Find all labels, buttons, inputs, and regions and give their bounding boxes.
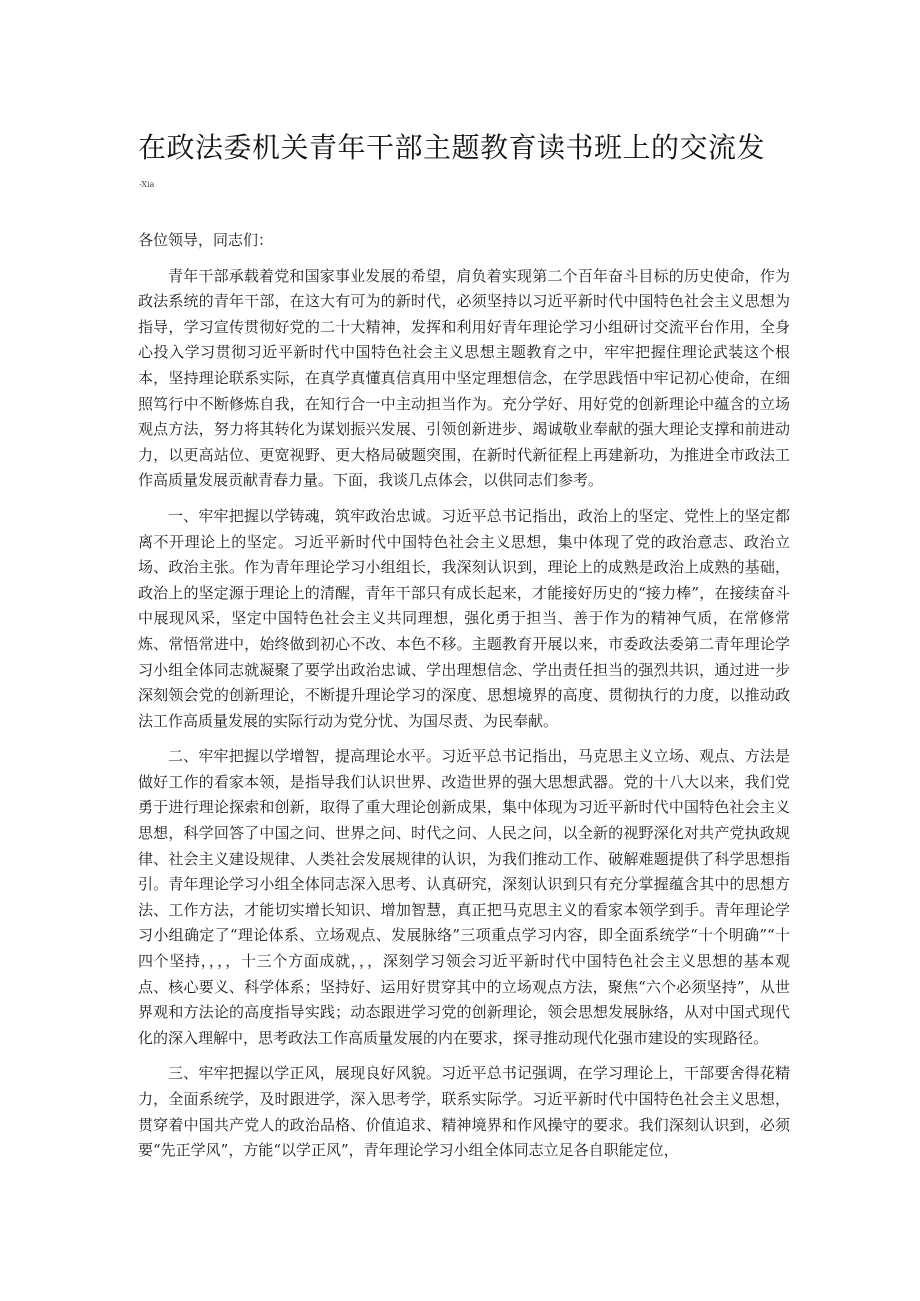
document-subtitle: -Xia bbox=[139, 180, 155, 189]
paragraph-section-two: 二、牢牢把握以学增智，提高理论水平。习近平总书记指出，马克思主义立场、观点、方法是做好工作的看家本领，是指导我们认识世界、改造世界的强大思想武器。党的十八大以来，我们党勇于进行理论探索和创新，取得了重大理论创新成果，集中体现为习近平新时代中国特色社会主义思想，科学回答了中国之问、世界之问、时代之问、人民之问，以全新的视野深化对共产党执政规律、社会主义建设规律、人类社会发展规律的认识，为我们推动工作、破解难题提供了科学思想指引。青年理论学习小组全体同志深入思考、认真研究，深刻认识到只有充分掌握蕴含其中的思想方法、工作方法，才能切实增长知识、增加智慧，真正把马克思主义的看家本领学到手。青年理论学习小组确定了“理论体系、立场观点、发展脉络”三项重点学习内容，即全面系统学“十个明确”“十四个坚持，，，，十三个方面成就，，，深刻学习领会习近平新时代中国特色社会主义思想的基本观点、核心要义、科学体系；坚持好、运用好贯穿其中的立场观点方法，聚焦“六个必须坚持”，从世界观和方法论的高度指导实践；动态跟进学习党的创新理论，领会思想发展脉络，从对中国式现代化的深入理解中，思考政法工作高质量发展的内在要求，探寻推动现代化强市建设的实现路径。 bbox=[138, 747, 790, 1047]
paragraph-intro: 青年干部承载着党和国家事业发展的希望，肩负着实现第二个百年奋斗目标的历史使命，作为政法系统的青年干部，在这大有可为的新时代，必须坚持以习近平新时代中国特色社会主义思想为指导，学习宣传贯彻好党的二十大精神，发挥和利用好青年理论学习小组研讨交流平台作用，全身心投入学习贯彻习近平新时代中国特色社会主义思想主题教育之中，牢牢把握住理论武装这个根本，坚持理论联系实际，在真学真懂真信真用中坚定理想信念，在学思践悟中牢记初心使命，在细照笃行中不断修炼自我，在知行合一中主动担当作为。充分学好、用好党的创新理论中蕴含的立场观点方法，努力将其转化为谋划振兴发展、引领创新进步、竭诚敬业奉献的强大理论支撑和前进动力，以更高站位、更宽视野、更大格局破题突围，在新时代新征程上再建新功，为推进全市政法工作高质量发展贡献青春力量。下面，我谈几点体会，以供同志们参考。 bbox=[138, 266, 790, 490]
paragraph-section-one: 一、牢牢把握以学铸魂，筑牢政治忠诚。习近平总书记指出，政治上的坚定、党性上的坚定都离不开理论上的坚定。习近平新时代中国特色社会主义思想，集中体现了党的政治意志、政治立场、政治主张。作为青年理论学习小组组长，我深刻认识到，理论上的成熟是政治上成熟的基础，政治上的坚定源于理论上的清醒，青年干部只有成长起来，才能接好历史的“接力棒”，在接续奋斗中展现风采，坚定中国特色社会主义共同理想，强化勇于担当、善于作为的精神气质，在常修常炼、常悟常进中，始终做到初心不改、本色不移。主题教育开展以来，市委政法委第二青年理论学习小组全体同志就凝聚了要学出政治忠诚、学出理想信念、学出责任担当的强烈共识，通过进一步深刻领会党的创新理论，不断提升理论学习的深度、思想境界的高度、贯彻执行的力度，以推动政法工作高质量发展的实际行动为党分忧、为国尽责、为民奉献。 bbox=[138, 506, 790, 730]
document-body bbox=[138, 228, 790, 1174]
salutation: 各位领导，同志们： bbox=[138, 231, 274, 249]
paragraph-section-three: 三、牢牢把握以学正风，展现良好风貌。习近平总书记强调，在学习理论上，干部要舍得花精力，全面系统学，及时跟进学，深入思考学，联系实际学。习近平新时代中国特色社会主义思想，贯穿着中国共产党人的政治品格、价值追求、精神境界和作风操守的要求。我们深刻认识到，必须要“先正学风”，方能“以学正风”，青年理论学习小组全体同志立足各自职能定位， bbox=[138, 1064, 790, 1160]
document-title: 在政法委机关青年干部主题教育读书班上的交流发 bbox=[138, 131, 766, 164]
